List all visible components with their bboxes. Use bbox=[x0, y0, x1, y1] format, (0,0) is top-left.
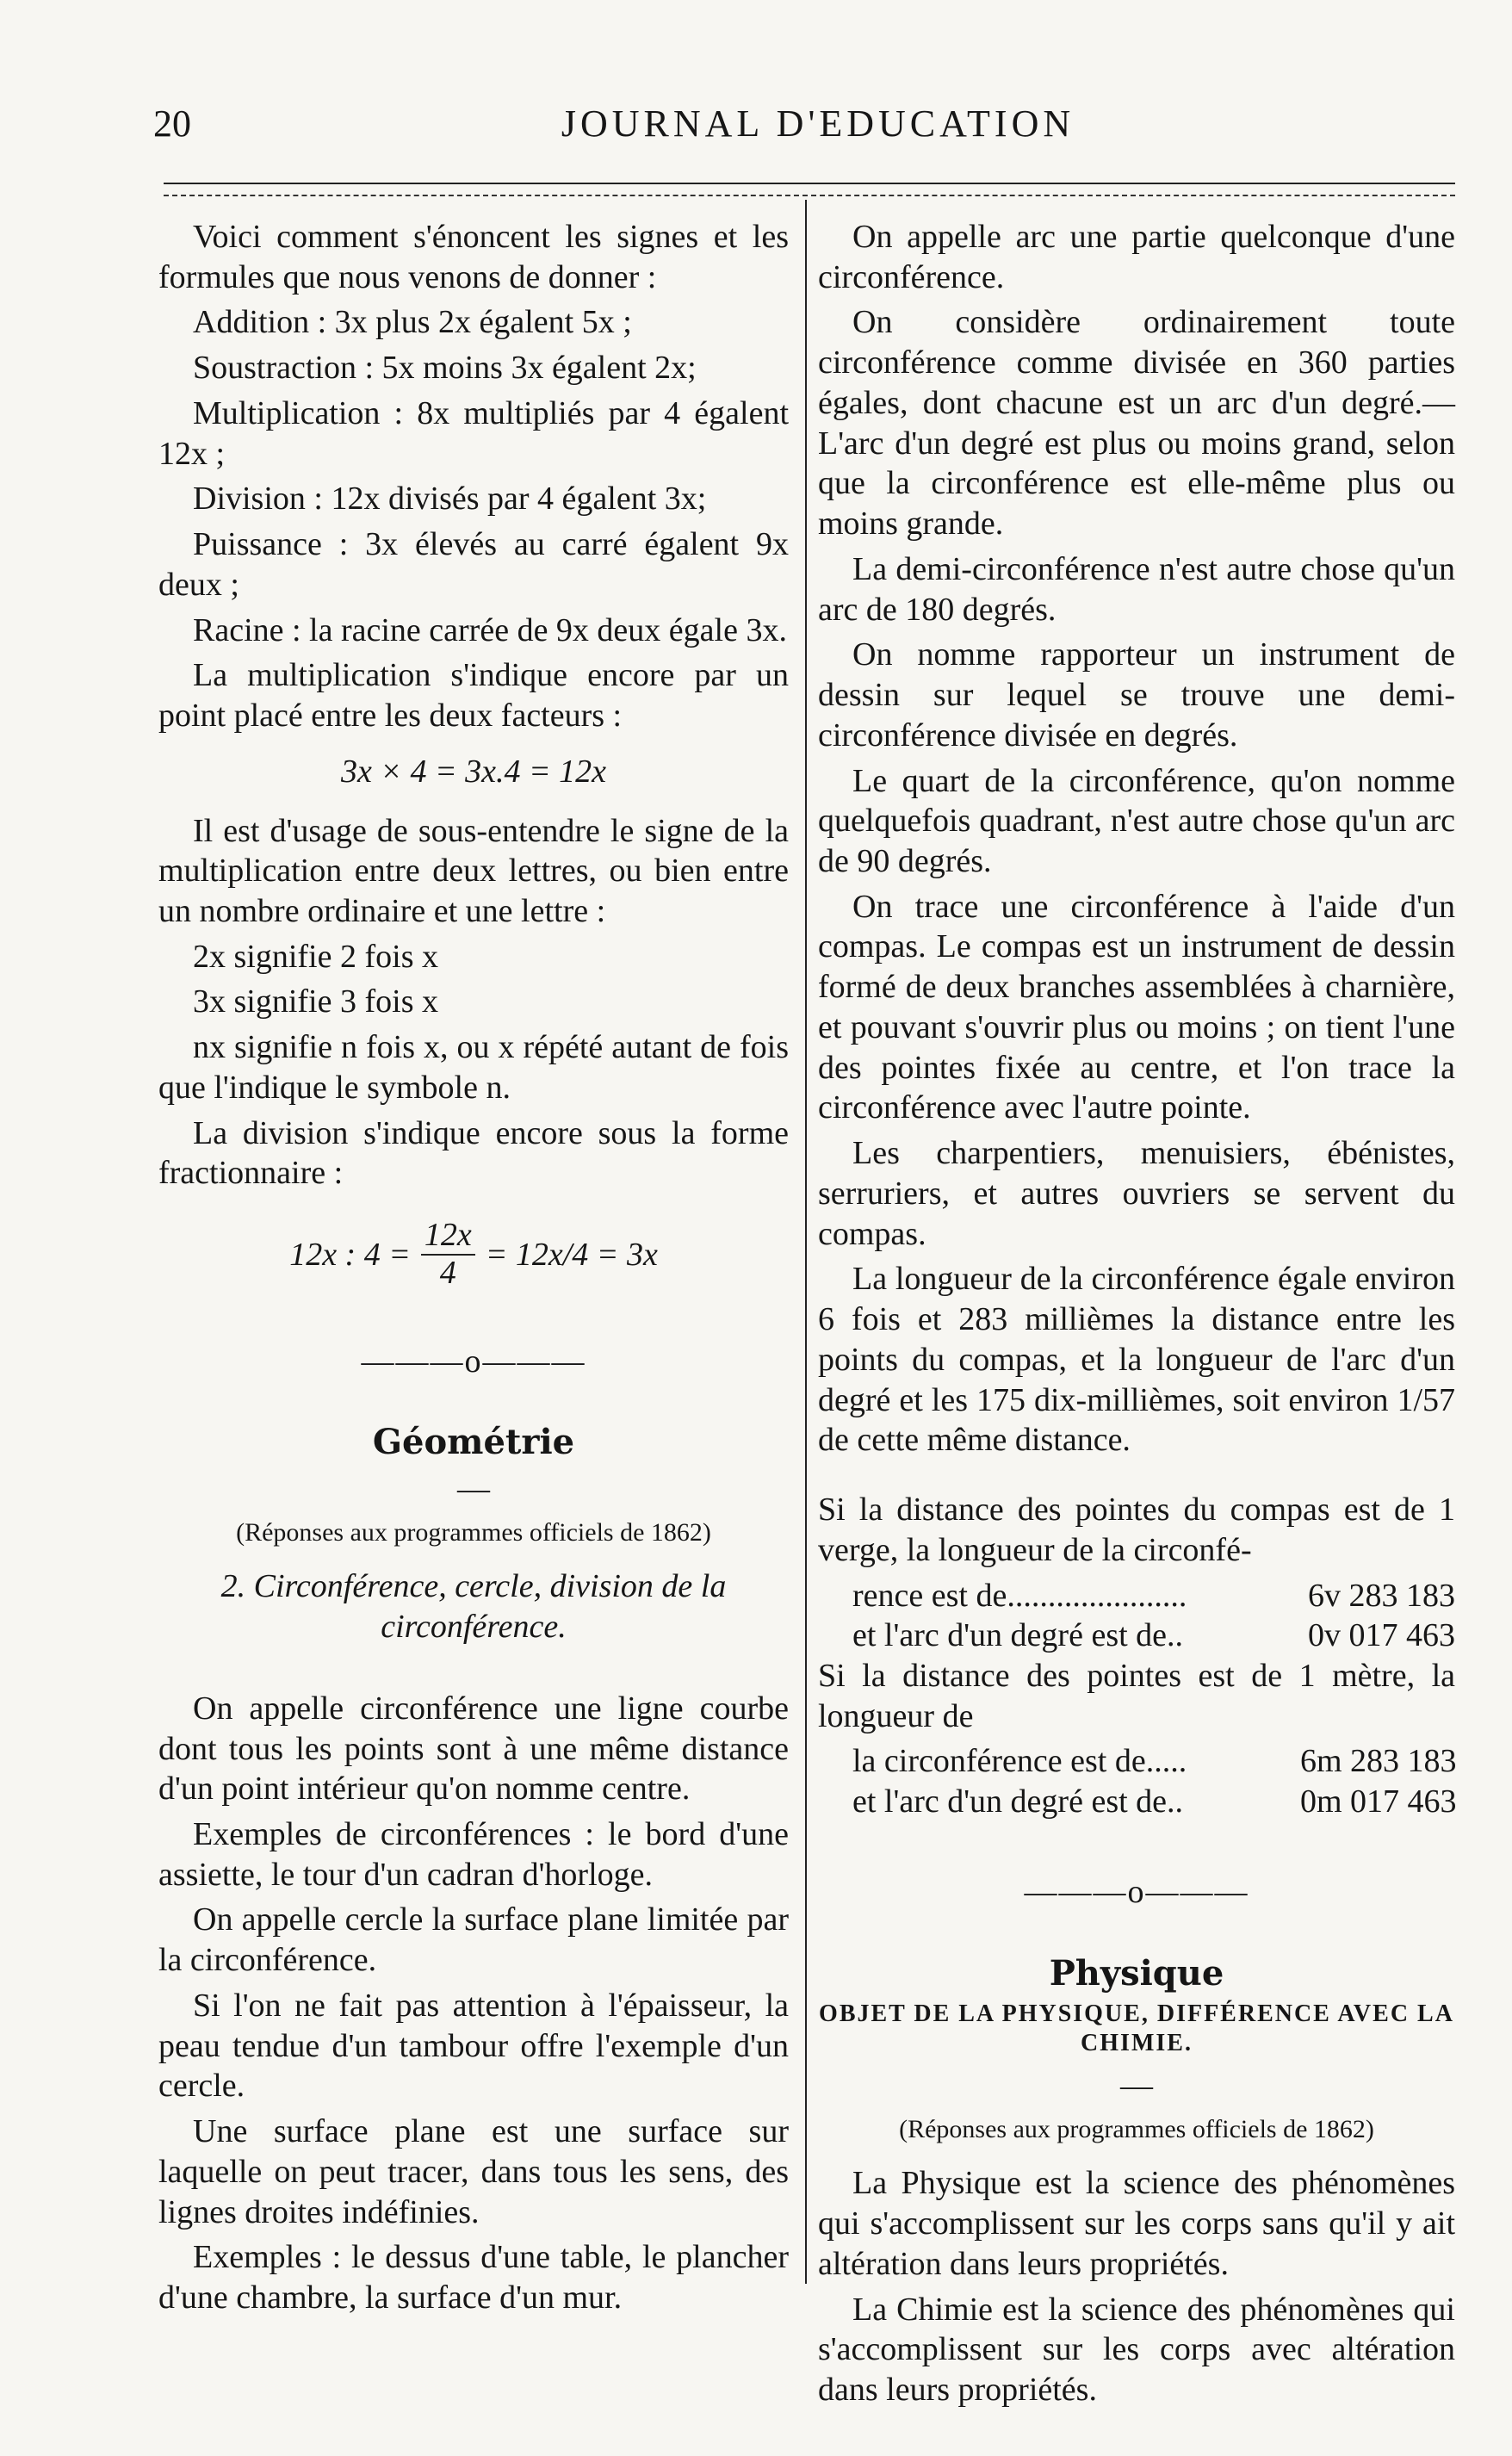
body-paragraph: On trace une circonférence à l'aide d'un compas. Le compas est un instrument de dessin formé de deux branches assemblées à charnière, et pouvant s'ouvrir plus ou moins ; on tient l'une des pointes fixée au centre, et l'on trace la circonférence avec l'autre pointe. bbox=[818, 888, 1455, 1126]
formula-text: 3x × 4 = 3x.4 = 12x bbox=[340, 753, 607, 790]
formula-line: Racine : la racine carrée de 9x deux égale 3x. bbox=[193, 611, 787, 648]
example-line: nx signifie n fois x, ou x répété autant de fois que l'indique le symbole n. bbox=[158, 1029, 789, 1106]
formula-line: Addition : 3x plus 2x égalent 5x ; bbox=[193, 304, 632, 341]
multiplication-paragraph: La multiplication s'indique encore par un point placé entre les deux facteurs : bbox=[158, 657, 789, 735]
body-paragraph: On considère ordinairement toute circonférence comme divisée en 360 parties égales, dont chacune est un arc d'un degré.—L'arc d'un degré est plus ou moins grand, selon que la circonférence est elle-même plus ou moins grande. bbox=[818, 304, 1455, 543]
page-number: 20 bbox=[153, 102, 191, 145]
formula-line: Division : 12x divisés par 4 égalent 3x; bbox=[193, 481, 707, 518]
division-paragraph: La division s'indique encore sous la forme fractionnaire : bbox=[158, 1114, 789, 1192]
measure-value: 0m 017 463 bbox=[1300, 1783, 1457, 1820]
body-paragraph: Le quart de la circonférence, qu'on nomme quelquefois quadrant, n'est autre chose qu'un arc de 90 degrés. bbox=[818, 762, 1455, 880]
measure-label: la circonférence est de..... bbox=[852, 1743, 1187, 1780]
section-title-geometry: Géométrie bbox=[372, 1422, 575, 1463]
measure-table-intro: Si la distance des pointes du compas est de 1 verge, la longueur de la circonfé- bbox=[818, 1492, 1455, 1568]
measure-row bbox=[818, 1782, 1455, 1822]
formula-line: Soustraction : 5x moins 3x égalent 2x; bbox=[193, 350, 697, 387]
measure-label: rence est de...................... bbox=[852, 1577, 1187, 1614]
body-paragraph: Les charpentiers, menuisiers, ébénistes, serruriers, et autres ouvriers se servent du compas. bbox=[818, 1135, 1455, 1252]
header-rule-dashed bbox=[164, 195, 1455, 196]
fraction-numerator: 12x bbox=[421, 1218, 475, 1256]
body-paragraph: On appelle arc une partie quelconque d'une circonférence. bbox=[818, 219, 1455, 295]
measure-row bbox=[818, 1576, 1455, 1616]
program-note: (Réponses aux programmes officiels de 1862) bbox=[236, 1518, 711, 1547]
section-separator: ———o——— bbox=[361, 1343, 586, 1380]
column-divider bbox=[805, 200, 807, 2284]
section-subtitle: 2. Circonférence, cercle, division de la circonférence. bbox=[220, 1568, 727, 1646]
intro-paragraph: Voici comment s'énoncent les signes et les formules que nous venons de donner : bbox=[158, 219, 789, 295]
body-paragraph: Si l'on ne fait pas attention à l'épaisseur, la peau tendue d'un tambour offre l'exemple d'un cercle. bbox=[158, 1987, 789, 2105]
formula-line: Puissance : 3x élevés au carré égalent 9x deux ; bbox=[158, 526, 789, 603]
example-line: 2x signifie 2 fois x bbox=[193, 938, 438, 975]
body-paragraph: La demi-circonférence n'est autre chose qu'un arc de 180 degrés. bbox=[818, 550, 1455, 628]
measure-row bbox=[818, 1741, 1455, 1782]
example-line: 3x signifie 3 fois x bbox=[193, 983, 438, 1020]
journal-title: JOURNAL D'EDUCATION bbox=[561, 102, 1075, 145]
section-separator: ———o——— bbox=[1024, 1873, 1249, 1910]
division-left: 12x : 4 = bbox=[289, 1236, 411, 1273]
body-paragraph: Exemples de circonférences : le bord d'une assiette, le tour d'un cadran d'horloge. bbox=[158, 1815, 789, 1893]
body-paragraph: La longueur de la circonférence égale environ 6 fois et 283 millièmes la distance entre les points du compas, et la longueur de l'arc d'un degré et les 175 dix-millièmes, soit environ 1/57 de cette même distance. bbox=[818, 1261, 1455, 1459]
measure-value: 6v 283 183 bbox=[1308, 1577, 1455, 1614]
multiplication-formula bbox=[158, 752, 789, 792]
measure-table-intro: Si la distance des pointes est de 1 mètre, la longueur de bbox=[818, 1657, 1455, 1734]
fraction bbox=[421, 1218, 475, 1292]
left-column bbox=[158, 217, 789, 2323]
body-paragraph: On appelle circonférence une ligne courbe dont tous les points sont à une même distance d'un point intérieur qu'on nomme centre. bbox=[158, 1690, 789, 1808]
body-paragraph: La Chimie est la science des phénomènes qui s'accomplissent sur les corps avec altération dans leurs propriétés. bbox=[818, 2291, 1455, 2408]
body-paragraph: La Physique est la science des phénomènes qui s'accomplissent sur les corps sans qu'il y ait altération dans leurs propriétés. bbox=[818, 2165, 1455, 2282]
measure-row bbox=[818, 1616, 1455, 1656]
program-note: (Réponses aux programmes officiels de 1862) bbox=[899, 2115, 1374, 2144]
division-right: = 12x/4 = 3x bbox=[485, 1236, 658, 1273]
measure-value: 6m 283 183 bbox=[1300, 1743, 1457, 1780]
formula-line: Multiplication : 8x multipliés par 4 égalent 12x ; bbox=[158, 394, 789, 472]
section-subtitle: OBJET DE LA PHYSIQUE, DIFFÉRENCE AVEC LA CHIMIE. bbox=[819, 2000, 1454, 2057]
measure-label: et l'arc d'un degré est de.. bbox=[852, 1617, 1184, 1654]
fraction-denominator: 4 bbox=[439, 1254, 456, 1291]
title-dash: — bbox=[457, 1470, 490, 1507]
body-paragraph: On nomme rapporteur un instrument de dessin sur lequel se trouve une demi-circonférence divisée en degrés. bbox=[818, 636, 1455, 754]
body-paragraph: Exemples : le dessus d'une table, le plancher d'une chambre, la surface d'un mur. bbox=[158, 2239, 789, 2316]
right-column bbox=[818, 217, 1455, 2416]
header-rule bbox=[164, 183, 1455, 184]
division-formula bbox=[158, 1218, 789, 1292]
body-paragraph: Une surface plane est une surface sur laquelle on peut tracer, dans tous les sens, des lignes droites indéfinies. bbox=[158, 2113, 789, 2230]
measure-value: 0v 017 463 bbox=[1308, 1617, 1455, 1654]
usage-paragraph: Il est d'usage de sous-entendre le signe de la multiplication entre deux lettres, ou bien entre un nombre ordinaire et une lettre : bbox=[158, 812, 789, 930]
measure-label: et l'arc d'un degré est de.. bbox=[852, 1783, 1184, 1820]
section-title-physics: Physique bbox=[1049, 1952, 1224, 1994]
body-paragraph: On appelle cercle la surface plane limitée par la circonférence. bbox=[158, 1901, 789, 1979]
title-dash: — bbox=[1120, 2067, 1153, 2104]
